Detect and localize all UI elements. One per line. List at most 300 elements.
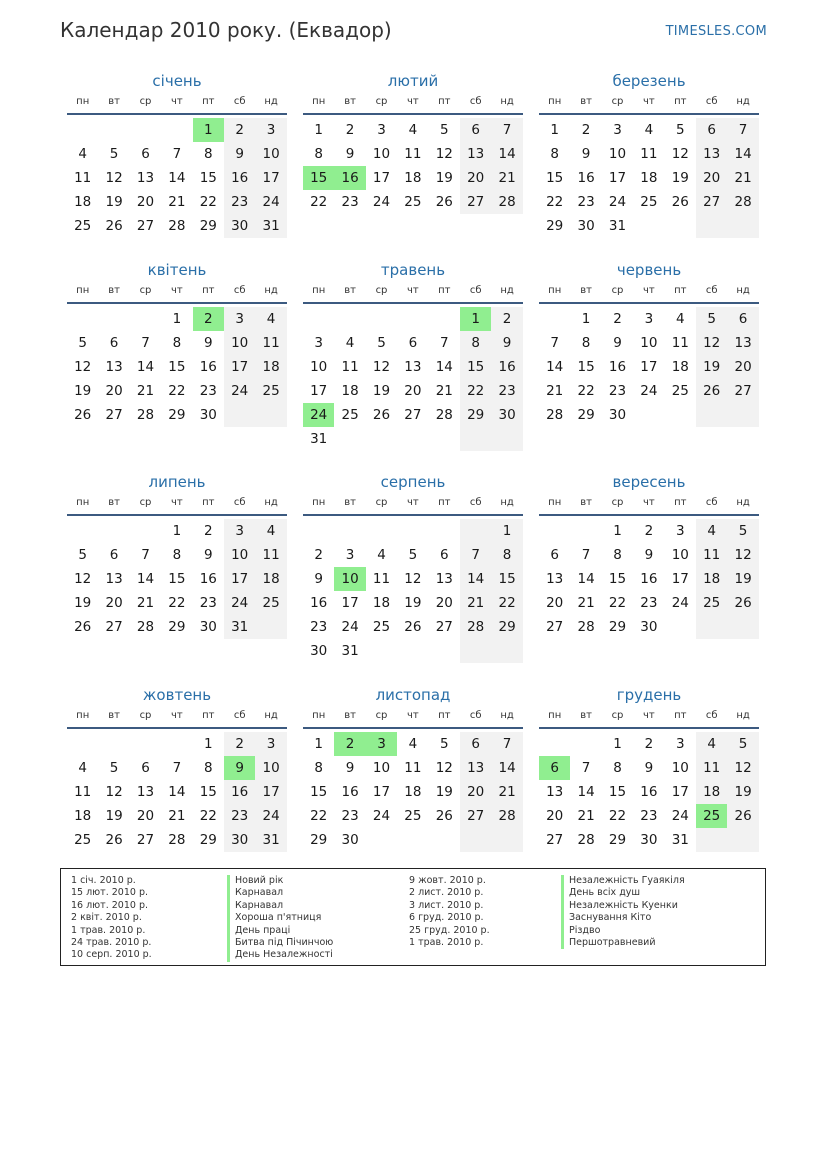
day-cell: 12: [703, 335, 721, 351]
day-cell: 29: [498, 619, 516, 635]
day-cell: 17: [640, 359, 658, 375]
day-cell: 8: [550, 146, 559, 162]
day-cell: 21: [467, 595, 485, 611]
day-cell: 14: [577, 784, 595, 800]
day-cell: 4: [408, 736, 418, 752]
day-cell: 22: [199, 808, 217, 824]
day-cell: 4: [78, 146, 87, 162]
weekday-header: ср: [611, 285, 624, 296]
legend-dates-right: [409, 875, 490, 949]
day-cell: 5: [439, 736, 449, 752]
day-cell: 30: [341, 832, 359, 848]
day-cell: 17: [372, 784, 391, 800]
weekday-header: нд: [500, 710, 514, 721]
day-cell: 1: [581, 311, 591, 327]
day-cell: 9: [581, 146, 591, 162]
legend-date: 25 груд. 2010 р.: [409, 924, 490, 936]
legend-date: 6 груд. 2010 р.: [409, 912, 484, 924]
day-cell: 25: [262, 595, 280, 611]
day-cell: 11: [404, 760, 422, 776]
header-rule: [67, 302, 287, 304]
weekday-header: вт: [580, 285, 592, 296]
day-cell: 7: [172, 760, 182, 776]
month-name: квітень: [147, 261, 207, 279]
day-cell: 6: [109, 547, 119, 563]
day-cell: 26: [703, 383, 721, 399]
day-cell: 27: [546, 832, 564, 848]
day-cell: 15: [168, 571, 186, 587]
holiday-day-cell: 1: [193, 118, 224, 142]
day-cell: 3: [675, 523, 685, 539]
day-cell: 8: [314, 760, 323, 776]
day-cell: 16: [608, 359, 627, 375]
day-cell: 1: [172, 523, 182, 539]
day-cell: 20: [404, 383, 422, 399]
weekday-header: сб: [469, 710, 482, 721]
day-cell: 30: [640, 832, 658, 848]
day-cell: 27: [404, 407, 422, 423]
day-cell: 29: [608, 832, 627, 848]
month-name: січень: [152, 72, 202, 90]
weekday-header: сб: [469, 285, 482, 296]
day-cell: 25: [74, 832, 92, 848]
header-rule: [303, 514, 523, 516]
day-cell: 25: [404, 194, 422, 210]
day-cell: 15: [168, 359, 186, 375]
day-cell: 20: [734, 359, 752, 375]
day-cell: 13: [546, 571, 564, 587]
weekday-header: пн: [548, 285, 562, 296]
legend-date: 16 лют. 2010 р.: [71, 899, 148, 911]
weekday-header: чт: [171, 497, 183, 508]
weekday-header: нд: [500, 285, 514, 296]
day-cell: 12: [74, 359, 92, 375]
day-cell: 28: [498, 194, 516, 210]
day-cell: 24: [608, 194, 627, 210]
day-cell: 11: [372, 571, 391, 587]
day-cell: 4: [266, 523, 276, 539]
legend-date: 1 січ. 2010 р.: [71, 875, 136, 886]
day-cell: 14: [467, 571, 485, 587]
day-cell: 5: [408, 547, 418, 563]
day-cell: 1: [613, 523, 622, 539]
day-cell: 14: [546, 359, 564, 375]
day-cell: 19: [74, 383, 92, 399]
day-cell: 23: [341, 808, 359, 824]
holiday-day-cell: 9: [224, 756, 255, 780]
day-cell: 1: [502, 523, 512, 539]
day-cell: 10: [231, 547, 249, 563]
legend-date: 2 лист. 2010 р.: [409, 887, 484, 899]
day-cell: 7: [550, 335, 559, 351]
day-cell: 22: [168, 595, 186, 611]
weekday-header: пн: [312, 285, 326, 296]
brand-link[interactable]: TIMESLES.COM: [665, 24, 767, 39]
day-cell: 18: [640, 170, 658, 186]
weekday-header: чт: [171, 710, 183, 721]
day-cell: 7: [738, 122, 748, 138]
day-cell: 15: [608, 784, 627, 800]
day-cell: 17: [262, 784, 280, 800]
day-cell: 22: [608, 595, 627, 611]
weekday-header: нд: [264, 710, 278, 721]
day-cell: 15: [498, 571, 516, 587]
day-cell: 14: [435, 359, 453, 375]
day-cell: 22: [310, 808, 328, 824]
day-cell: 29: [608, 619, 627, 635]
day-cell: 21: [577, 595, 595, 611]
day-cell: 9: [644, 547, 654, 563]
weekday-header: вт: [580, 497, 592, 508]
day-cell: 17: [372, 170, 391, 186]
month-name: лютий: [387, 72, 439, 90]
day-cell: 19: [105, 194, 123, 210]
day-cell: 13: [467, 146, 485, 162]
weekday-header: пт: [202, 710, 215, 721]
day-cell: 10: [372, 760, 391, 776]
weekday-header: вт: [344, 710, 356, 721]
day-cell: 15: [546, 170, 564, 186]
holiday-day-cell: 6: [539, 756, 570, 780]
weekday-header: нд: [736, 710, 750, 721]
weekday-header: пт: [674, 96, 687, 107]
legend-date: 1 трав. 2010 р.: [71, 924, 146, 936]
day-cell: 21: [734, 170, 752, 186]
day-cell: 23: [577, 194, 595, 210]
day-cell: 15: [199, 784, 217, 800]
weekday-header: нд: [500, 96, 514, 107]
day-cell: 14: [168, 784, 186, 800]
header-rule: [67, 727, 287, 729]
day-cell: 29: [467, 407, 485, 423]
day-cell: 28: [136, 619, 155, 635]
day-cell: 13: [734, 335, 752, 351]
day-cell: 2: [613, 311, 622, 327]
weekday-header: вт: [344, 96, 356, 107]
day-cell: 16: [310, 595, 328, 611]
month-name: червень: [616, 261, 682, 279]
weekday-header: чт: [171, 285, 183, 296]
day-cell: 21: [435, 383, 453, 399]
weekday-header: чт: [407, 285, 419, 296]
day-cell: 10: [671, 547, 689, 563]
weekday-header: пн: [76, 285, 90, 296]
day-cell: 24: [671, 808, 689, 824]
day-cell: 16: [498, 359, 516, 375]
day-cell: 13: [546, 784, 564, 800]
month-name: листопад: [375, 686, 451, 704]
day-cell: 23: [310, 619, 328, 635]
day-cell: 27: [136, 218, 155, 234]
weekday-header: пн: [312, 710, 326, 721]
day-cell: 3: [314, 335, 323, 351]
day-cell: 30: [498, 407, 516, 423]
day-cell: 28: [467, 619, 485, 635]
day-cell: 25: [262, 383, 280, 399]
weekday-header: пт: [674, 710, 687, 721]
weekday-header: пн: [76, 96, 90, 107]
day-cell: 4: [345, 335, 355, 351]
day-cell: 3: [613, 122, 622, 138]
day-cell: 9: [203, 547, 213, 563]
day-cell: 24: [231, 383, 249, 399]
day-cell: 18: [404, 170, 422, 186]
day-cell: 14: [136, 359, 155, 375]
day-cell: 24: [341, 619, 359, 635]
weekday-header: ср: [139, 285, 152, 296]
day-cell: 30: [231, 832, 249, 848]
month-name: серпень: [380, 473, 446, 491]
legend-date: 1 трав. 2010 р.: [409, 936, 484, 948]
day-cell: 23: [640, 595, 658, 611]
day-cell: 13: [435, 571, 453, 587]
day-cell: 31: [608, 218, 627, 234]
header-rule: [67, 113, 287, 115]
day-cell: 8: [471, 335, 480, 351]
day-cell: 23: [199, 383, 217, 399]
day-cell: 29: [168, 619, 186, 635]
day-cell: 26: [74, 407, 92, 423]
legend-holiday-name: Першотравневий: [561, 937, 685, 949]
day-cell: 31: [262, 218, 280, 234]
weekday-header: пт: [438, 96, 451, 107]
day-cell: 6: [109, 335, 119, 351]
day-cell: 23: [231, 808, 249, 824]
day-cell: 29: [577, 407, 595, 423]
weekday-header: ср: [611, 96, 624, 107]
day-cell: 21: [498, 170, 516, 186]
day-cell: 26: [435, 808, 453, 824]
day-cell: 25: [404, 808, 422, 824]
day-cell: 25: [341, 407, 359, 423]
day-cell: 29: [199, 218, 217, 234]
day-cell: 10: [372, 146, 391, 162]
day-cell: 12: [74, 571, 92, 587]
day-cell: 29: [546, 218, 564, 234]
day-cell: 22: [608, 808, 627, 824]
day-cell: 30: [231, 218, 249, 234]
day-cell: 4: [408, 122, 418, 138]
day-cell: 20: [467, 784, 485, 800]
day-cell: 18: [74, 808, 92, 824]
day-cell: 10: [640, 335, 658, 351]
day-cell: 6: [550, 547, 559, 563]
day-cell: 15: [310, 784, 328, 800]
day-cell: 22: [498, 595, 516, 611]
day-cell: 13: [467, 760, 485, 776]
day-cell: 1: [203, 736, 213, 752]
weekday-header: сб: [705, 497, 718, 508]
day-cell: 6: [408, 335, 418, 351]
day-cell: 29: [168, 407, 186, 423]
weekday-header: пн: [548, 96, 562, 107]
day-cell: 16: [199, 571, 217, 587]
legend-holiday-name: Різдво: [561, 925, 685, 937]
day-cell: 16: [640, 571, 658, 587]
day-cell: 30: [608, 407, 627, 423]
day-cell: 11: [74, 170, 92, 186]
weekday-header: сб: [233, 285, 246, 296]
weekday-header: сб: [469, 96, 482, 107]
day-cell: 16: [640, 784, 658, 800]
day-cell: 14: [734, 146, 752, 162]
page-title: Календар 2010 року. (Еквадор): [60, 18, 392, 42]
day-cell: 7: [502, 736, 512, 752]
day-cell: 28: [435, 407, 453, 423]
weekday-header: чт: [171, 96, 183, 107]
day-cell: 3: [235, 523, 244, 539]
day-cell: 3: [235, 311, 244, 327]
legend-holiday-name: Заснування Кіто: [561, 912, 685, 924]
header-rule: [539, 113, 759, 115]
day-cell: 27: [435, 619, 453, 635]
day-cell: 8: [314, 146, 323, 162]
day-cell: 15: [199, 170, 217, 186]
day-cell: 5: [738, 523, 748, 539]
day-cell: 28: [577, 832, 595, 848]
day-cell: 5: [675, 122, 685, 138]
legend-date: 2 квіт. 2010 р.: [71, 912, 142, 924]
day-cell: 2: [644, 523, 654, 539]
header-rule: [303, 727, 523, 729]
day-cell: 11: [703, 547, 721, 563]
day-cell: 13: [404, 359, 422, 375]
day-cell: 20: [136, 808, 155, 824]
weekday-header: пн: [548, 710, 562, 721]
day-cell: 18: [262, 571, 280, 587]
day-cell: 14: [577, 571, 595, 587]
day-cell: 27: [734, 383, 752, 399]
day-cell: 4: [644, 122, 654, 138]
day-cell: 8: [172, 335, 182, 351]
day-cell: 5: [109, 760, 119, 776]
day-cell: 12: [734, 547, 752, 563]
day-cell: 21: [546, 383, 564, 399]
day-cell: 2: [203, 523, 213, 539]
day-cell: 23: [608, 383, 627, 399]
month-name: вересень: [612, 473, 686, 491]
day-cell: 9: [314, 571, 323, 587]
day-cell: 25: [671, 383, 689, 399]
day-cell: 27: [105, 407, 123, 423]
holiday-day-cell: 25: [696, 804, 727, 828]
day-cell: 8: [172, 547, 182, 563]
day-cell: 24: [671, 595, 689, 611]
weekday-header: вт: [108, 710, 120, 721]
day-cell: 18: [703, 571, 721, 587]
day-cell: 5: [707, 311, 716, 327]
weekday-header: ср: [375, 710, 388, 721]
day-cell: 26: [105, 832, 123, 848]
day-cell: 19: [105, 808, 123, 824]
weekday-header: нд: [264, 285, 278, 296]
day-cell: 20: [105, 595, 123, 611]
day-cell: 7: [471, 547, 480, 563]
weekday-header: пн: [76, 710, 90, 721]
day-cell: 22: [310, 194, 328, 210]
day-cell: 5: [78, 335, 87, 351]
day-cell: 15: [577, 359, 595, 375]
day-cell: 11: [671, 335, 689, 351]
day-cell: 11: [262, 335, 280, 351]
day-cell: 3: [644, 311, 654, 327]
weekday-header: чт: [407, 497, 419, 508]
month-name: жовтень: [142, 686, 212, 704]
weekday-header: ср: [375, 285, 388, 296]
day-cell: 2: [502, 311, 512, 327]
weekday-header: пт: [438, 285, 451, 296]
legend-dates-left: [71, 875, 152, 962]
weekday-header: вт: [108, 497, 120, 508]
day-cell: 12: [105, 784, 123, 800]
day-cell: 23: [640, 808, 658, 824]
legend-holiday-name: Карнавал: [227, 900, 333, 912]
day-cell: 26: [404, 619, 422, 635]
day-cell: 11: [74, 784, 92, 800]
day-cell: 2: [581, 122, 591, 138]
month-name: липень: [148, 473, 206, 491]
day-cell: 24: [262, 194, 280, 210]
day-cell: 25: [74, 218, 92, 234]
legend-holiday-name: Незалежність Куенки: [561, 900, 685, 912]
day-cell: 20: [467, 170, 485, 186]
weekday-header: вт: [580, 96, 592, 107]
day-cell: 3: [266, 736, 276, 752]
header-rule: [539, 302, 759, 304]
weekday-header: пт: [674, 497, 687, 508]
weekday-header: сб: [233, 710, 246, 721]
day-cell: 22: [546, 194, 564, 210]
day-cell: 24: [231, 595, 249, 611]
day-cell: 19: [372, 383, 391, 399]
day-cell: 18: [703, 784, 721, 800]
day-cell: 18: [404, 784, 422, 800]
day-cell: 17: [608, 170, 627, 186]
day-cell: 21: [498, 784, 516, 800]
weekday-header: ср: [611, 710, 624, 721]
day-cell: 21: [136, 595, 155, 611]
day-cell: 23: [341, 194, 359, 210]
holiday-day-cell: 16: [334, 166, 365, 190]
weekday-header: ср: [139, 497, 152, 508]
weekday-header: чт: [643, 710, 655, 721]
legend-holiday-name: Хороша п'ятниця: [227, 912, 333, 924]
weekday-header: сб: [705, 96, 718, 107]
day-cell: 22: [577, 383, 595, 399]
day-cell: 19: [703, 359, 721, 375]
day-cell: 12: [404, 571, 422, 587]
day-cell: 26: [734, 595, 752, 611]
day-cell: 1: [613, 736, 622, 752]
header-rule: [539, 727, 759, 729]
day-cell: 19: [734, 784, 752, 800]
day-cell: 12: [435, 146, 453, 162]
day-cell: 4: [707, 736, 716, 752]
day-cell: 8: [203, 146, 213, 162]
day-cell: 18: [74, 194, 92, 210]
day-cell: 23: [199, 595, 217, 611]
day-cell: 19: [734, 571, 752, 587]
day-cell: 16: [231, 784, 249, 800]
day-cell: 6: [707, 122, 716, 138]
day-cell: 9: [203, 335, 213, 351]
day-cell: 7: [141, 335, 150, 351]
day-cell: 30: [640, 619, 658, 635]
day-cell: 1: [314, 736, 323, 752]
day-cell: 17: [231, 359, 249, 375]
day-cell: 19: [435, 170, 453, 186]
day-cell: 28: [577, 619, 595, 635]
